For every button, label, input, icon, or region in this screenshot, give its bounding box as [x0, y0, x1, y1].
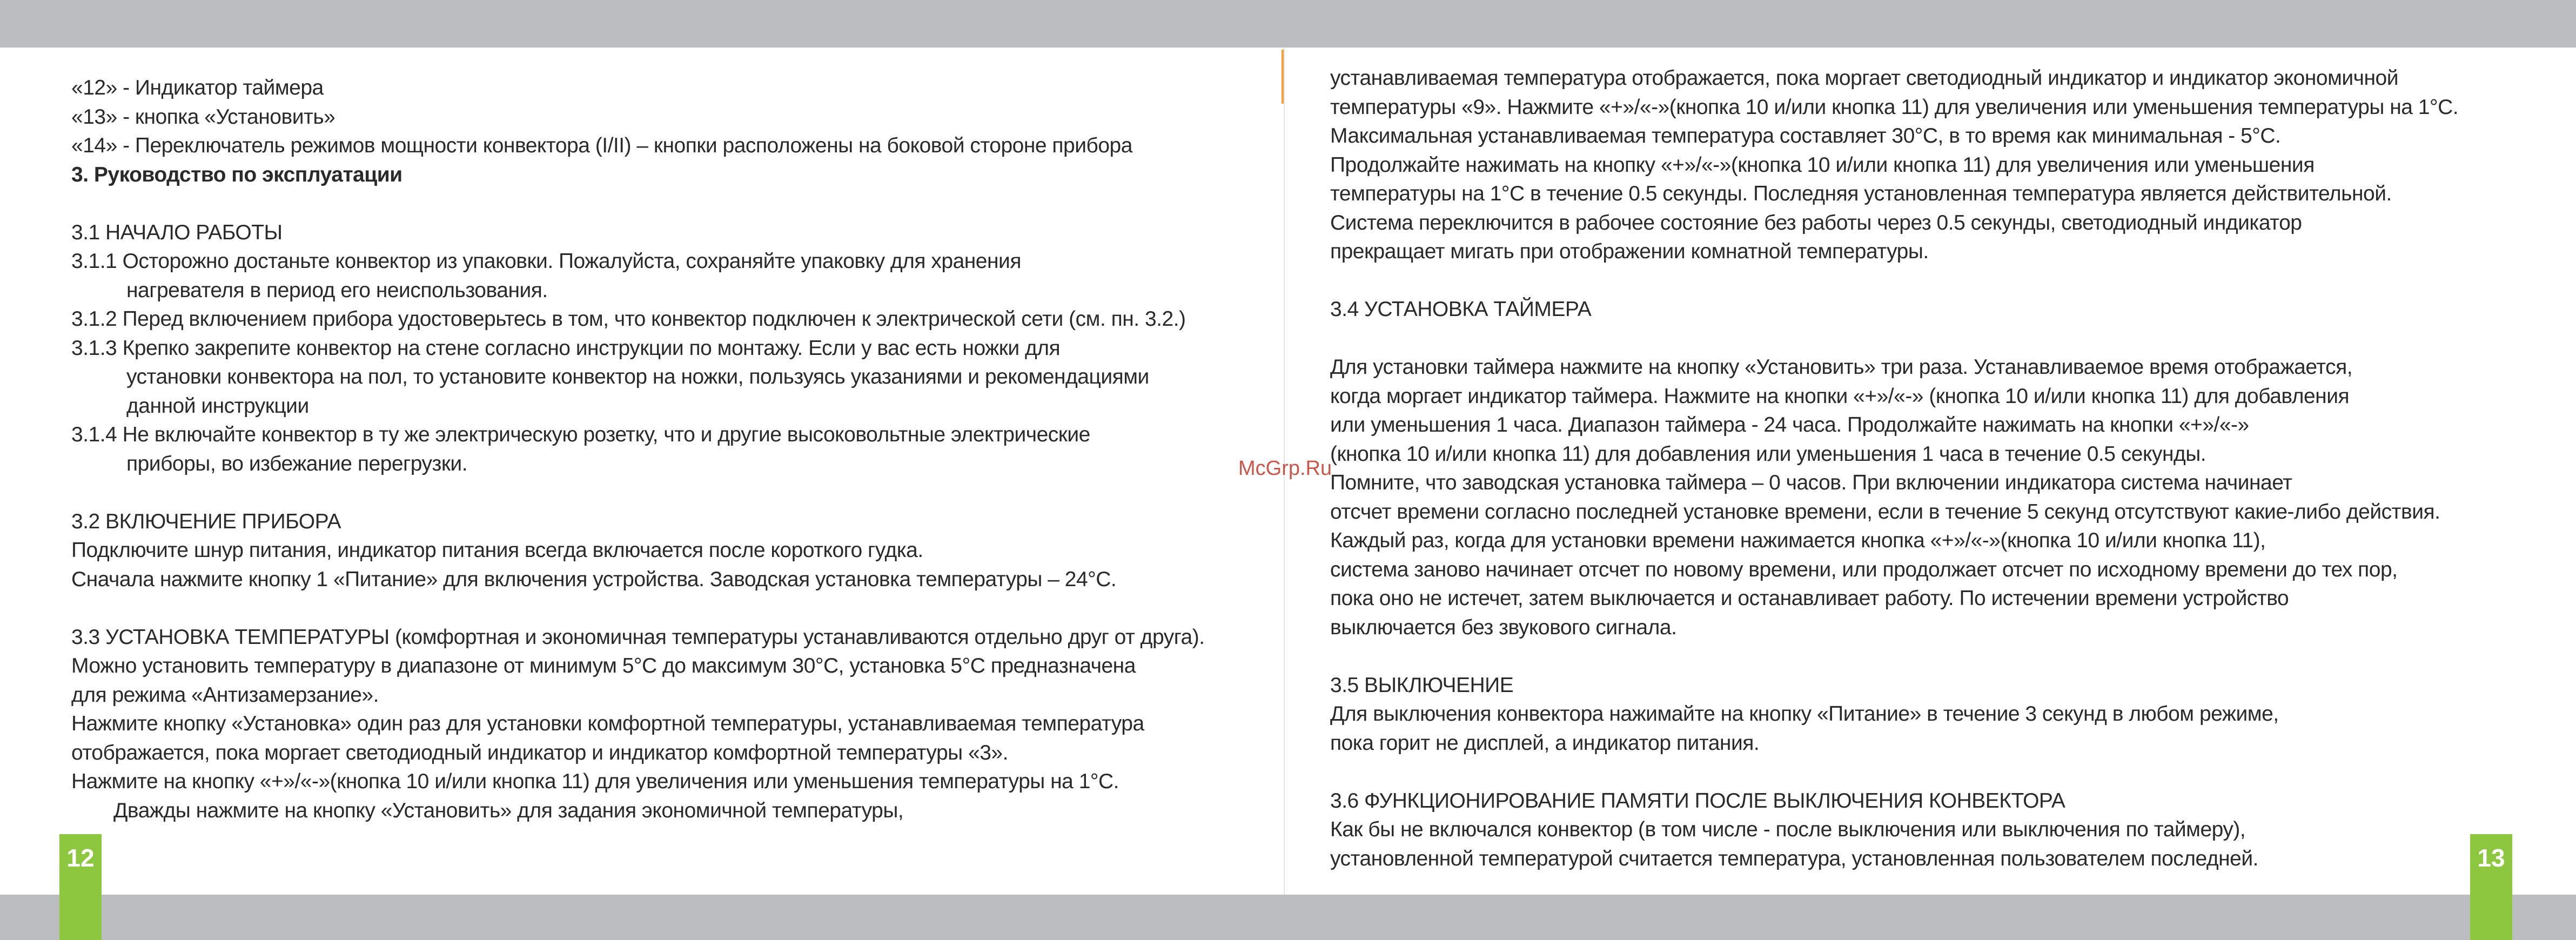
- p1-line-5: температуры на 1°C в течение 0.5 секунды. Последняя установленная температура является действительной.: [1330, 182, 2392, 205]
- s35-title: 3.5 ВЫКЛЮЧЕНИЕ: [1330, 673, 1514, 697]
- s33-line-1: Можно установить температуру в диапазоне от минимум 5°C до максимум 30°C, установка 5°C предназначена: [71, 654, 1136, 677]
- s32-line-1: Подключите шнур питания, индикатор питания всегда включается после короткого гудка.: [71, 539, 923, 562]
- s314-line-1: 3.1.4 Не включайте конвектор в ту же электрическую розетку, что и другие высоковольтные электрические: [71, 423, 1090, 446]
- s34-line-6: отсчет времени согласно последней установке времени, если в течение 5 секунд отсутствуют какие-либо действия.: [1330, 500, 2440, 523]
- p1-line-6: Система переключится в рабочее состояние без работы через 0.5 секунды, светодиодный индикатор: [1330, 211, 2302, 234]
- s36-line-1: Как бы не включался конвектор (в том числе - после выключения или выключения по таймеру),: [1330, 818, 2246, 841]
- s35-line-2: пока горит не дисплей, а индикатор питания.: [1330, 731, 1760, 755]
- s33-line-3: Нажмите кнопку «Установка» один раз для установки комфортной температуры, устанавливаемая температура: [71, 712, 1144, 735]
- s33-line-4: отображается, пока моргает светодиодный индикатор и индикатор комфортной температуры «3».: [71, 741, 1008, 764]
- s314-line-2: приборы, во избежание перегрузки.: [126, 452, 468, 475]
- s32-line-2: Сначала нажмите кнопку 1 «Питание» для включения устройства. Заводская установка температуры – 24°C.: [71, 567, 1117, 591]
- p1-line-1: устанавливаемая температура отображается, пока моргает светодиодный индикатор и индикатор экономичной: [1330, 66, 2399, 90]
- s32-title: 3.2 ВКЛЮЧЕНИЕ ПРИБОРА: [71, 509, 341, 533]
- s34-line-8: система заново начинает отсчет по новому времени, или продолжает отсчет по исходному времени до тех пор,: [1330, 558, 2398, 581]
- s33-title: 3.3 УСТАНОВКА ТЕМПЕРАТУРЫ (комфортная и экономичная температуры устанавливаются отдельно друг от друга).: [71, 625, 1205, 649]
- s36-line-2: установленной температурой считается температура, установленная пользователем последней.: [1330, 847, 2258, 870]
- right-page-number: 13: [2477, 844, 2505, 872]
- s31-title: 3.1 НАЧАЛО РАБОТЫ: [71, 220, 283, 244]
- s34-line-2: когда моргает индикатор таймера. Нажмите на кнопки «+»/«-» (кнопка 10 и/или кнопка 11) для добавления: [1330, 384, 2350, 408]
- s33-line-2: для режима «Антизамерзание».: [71, 683, 379, 707]
- p1-line-4: Продолжайте нажимать на кнопку «+»/«-»(кнопка 10 и/или кнопка 11) для увеличения или уменьшения: [1330, 153, 2315, 177]
- s34-line-1: Для установки таймера нажмите на кнопку «Установить» три раза. Устанавливаемое время отображается,: [1330, 355, 2353, 379]
- s33-line-6: Дважды нажмите на кнопку «Установить» для задания экономичной температуры,: [113, 798, 904, 822]
- s34-title: 3.4 УСТАНОВКА ТАЙМЕРА: [1330, 298, 1592, 321]
- s34-line-4: (кнопка 10 и/или кнопка 11) для добавления или уменьшения 1 часа в течение 0.5 секунды.: [1330, 442, 2206, 466]
- s34-line-10: выключается без звукового сигнала.: [1330, 615, 1677, 639]
- gutter-accent-mark: [1282, 50, 1284, 104]
- s313-line-3: данной инструкции: [126, 394, 309, 418]
- s311-line-1: 3.1.1 Осторожно достаньте конвектор из упаковки. Пожалуйста, сохраняйте упаковку для хранения: [71, 250, 1021, 273]
- s313-line-2: установки конвектора на пол, то установите конвектор на ножки, пользуясь указаниями и рекомендациями: [126, 365, 1149, 388]
- p1-line-7: прекращает мигать при отображении комнатной температуры.: [1330, 240, 1929, 263]
- s313-line-1: 3.1.3 Крепко закрепите конвектор на стене согласно инструкции по монтажу. Если у вас есть ножки для: [71, 336, 1061, 360]
- item-12: «12» - Индикатор таймера: [71, 76, 324, 99]
- s34-line-5: Помните, что заводская установка таймера – 0 часов. При включении индикатора система начинает: [1330, 471, 2292, 494]
- s34-line-9: пока оно не истечет, затем выключается и останавливает работу. По истечении времени устройство: [1330, 587, 2289, 610]
- s34-line-3: или уменьшения 1 часа. Диапазон таймера - 24 часа. Продолжайте нажимать на кнопки «+»/«-»: [1330, 413, 2249, 437]
- top-band: [0, 0, 2576, 48]
- s312-line: 3.1.2 Перед включением прибора удостоверьтесь в том, что конвектор подключен к электрической сети (см. пн. 3.2.): [71, 307, 1186, 331]
- bottom-band: [0, 895, 2576, 940]
- p1-line-2: температуры «9». Нажмите «+»/«-»(кнопка 10 и/или кнопка 11) для увеличения или уменьшения температуры на 1°C.: [1330, 95, 2459, 119]
- right-page-content: [1330, 64, 2557, 873]
- item-14: «14» - Переключатель режимов мощности конвектора (I/II) – кнопки расположены на боковой стороне прибора: [71, 134, 1132, 157]
- s36-title: 3.6 ФУНКЦИОНИРОВАНИЕ ПАМЯТИ ПОСЛЕ ВЫКЛЮЧЕНИЯ КОНВЕКТОРА: [1330, 789, 2065, 813]
- s35-line-1: Для выключения конвектора нажимайте на кнопку «Питание» в течение 3 секунд в любом режиме,: [1330, 702, 2279, 726]
- s33-line-5: Нажмите на кнопку «+»/«-»(кнопка 10 и/или кнопка 11) для увеличения или уменьшения температуры на 1°C.: [71, 770, 1119, 793]
- p1-line-3: Максимальная устанавливаемая температура составляет 30°C, в то время как минимальная - 5°C.: [1330, 124, 2281, 147]
- section-title: 3. Руководство по эксплуатации: [71, 163, 403, 186]
- left-page-number: 12: [66, 844, 95, 872]
- s311-line-2: нагревателя в период его неиспользования.: [126, 278, 548, 302]
- left-page-content: [71, 73, 1276, 825]
- item-13: «13» - кнопка «Установить»: [71, 105, 336, 129]
- watermark: McGrp.Ru: [1238, 457, 1332, 480]
- s34-line-7: Каждый раз, когда для установки времени нажимается кнопка «+»/«-»(кнопка 10 и/или кнопка 11),: [1330, 529, 2266, 552]
